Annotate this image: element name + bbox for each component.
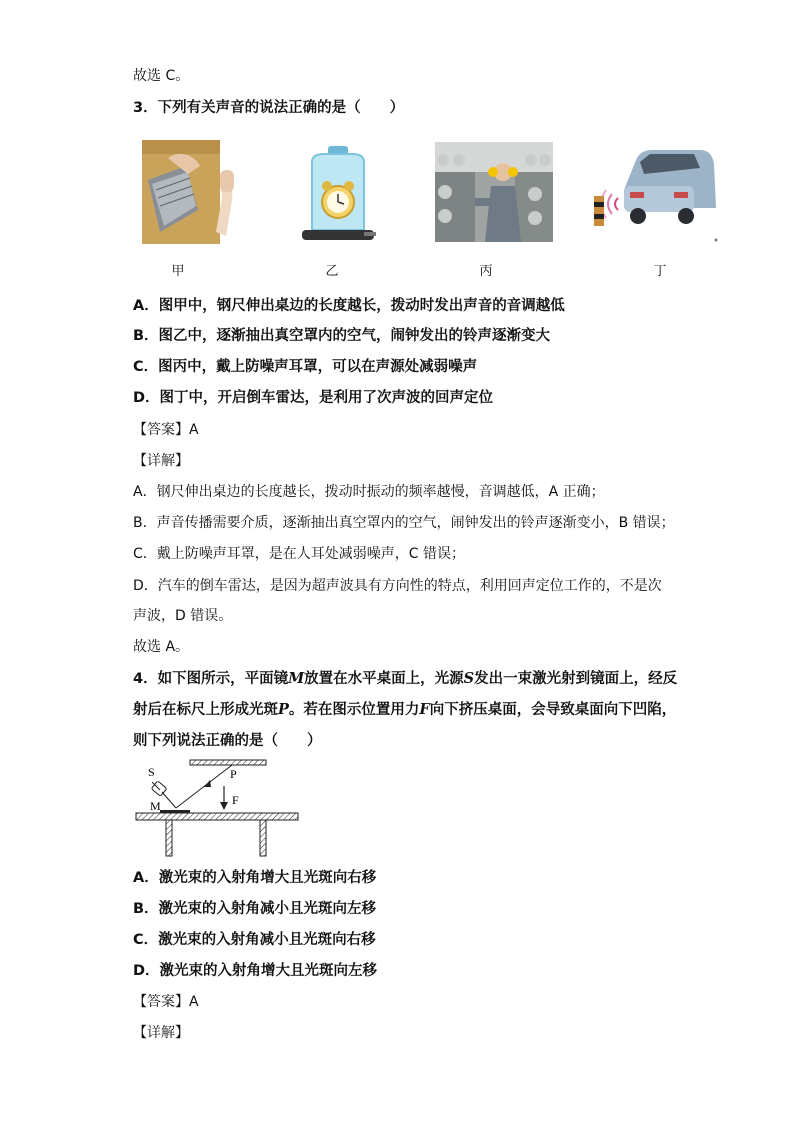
q3-detail-b: B．声音传播需要介质，逐渐抽出真空罩内的空气，闹钟发出的铃声逐渐变小，B 错误； <box>133 515 675 531</box>
q3-option-a: A．图甲中，钢尺伸出桌边的长度越长，拨动时发出声音的音调越低 <box>133 298 565 314</box>
q4-stem-line3: 则下列说法正确的是（ ） <box>133 733 322 749</box>
label-p: P <box>230 767 237 781</box>
q3-detail-c: C．戴上防噪声耳罩，是在人耳处减弱噪声，C 错误； <box>133 546 465 562</box>
label-s: S <box>148 765 155 779</box>
figure-yi-bell-jar <box>298 146 378 246</box>
q3-option-c: C．图丙中，戴上防噪声耳罩，可以在声源处减弱噪声 <box>133 359 478 375</box>
q4-option-a: A．激光束的入射角增大且光斑向右移 <box>133 870 377 886</box>
caption-ding: 丁 <box>653 264 667 279</box>
q3-stem: 3．下列有关声音的说法正确的是（ ） <box>133 100 405 116</box>
figure-jia-ruler <box>138 140 238 246</box>
q3-answer: 【答案】A <box>133 422 199 438</box>
q4-stem-line1: 4．如下图所示，平面镜M放置在水平桌面上，光源S发出一束激光射到镜面上，经反 <box>133 670 678 687</box>
label-f: F <box>232 793 239 807</box>
figure-bing-factory <box>435 142 553 242</box>
q4-detail-title: 【详解】 <box>133 1025 189 1041</box>
q4-option-d: D．激光束的入射角增大且光斑向左移 <box>133 963 378 979</box>
q3-option-d: D．图丁中，开启倒车雷达，是利用了次声波的回声定位 <box>133 390 494 406</box>
caption-jia: 甲 <box>171 264 185 279</box>
figure-mirror-table <box>132 756 304 860</box>
q3-detail-d: D．汽车的倒车雷达，是因为超声波具有方向性的特点，利用回声定位工作的，不是次 <box>133 578 662 594</box>
prev-conclusion: 故选 C。 <box>133 68 190 84</box>
q4-option-c: C．激光束的入射角减小且光斑向右移 <box>133 932 376 948</box>
q3-conclusion: 故选 A。 <box>133 639 190 655</box>
q4-option-b: B．激光束的入射角减小且光斑向左移 <box>133 901 377 917</box>
q3-detail-d-cont: 声波，D 错误。 <box>133 608 233 624</box>
light-source <box>151 781 167 796</box>
q3-option-b: B．图乙中，逐渐抽出真空罩内的空气，闹钟发出的铃声逐渐变大 <box>133 328 551 344</box>
caption-yi: 乙 <box>325 264 339 279</box>
label-m: M <box>150 799 161 813</box>
q4-stem-line2: 射后在标尺上形成光斑P。若在图示位置用力F向下挤压桌面，会导致桌面向下凹陷， <box>133 701 677 718</box>
q4-answer: 【答案】A <box>133 994 199 1010</box>
caption-bing: 丙 <box>479 264 493 279</box>
q3-detail-a: A．钢尺伸出桌边的长度越长，拨动时振动的频率越慢，音调越低，A 正确； <box>133 484 605 500</box>
q3-detail-title: 【详解】 <box>133 453 189 469</box>
figure-ding-car-radar <box>590 142 720 242</box>
